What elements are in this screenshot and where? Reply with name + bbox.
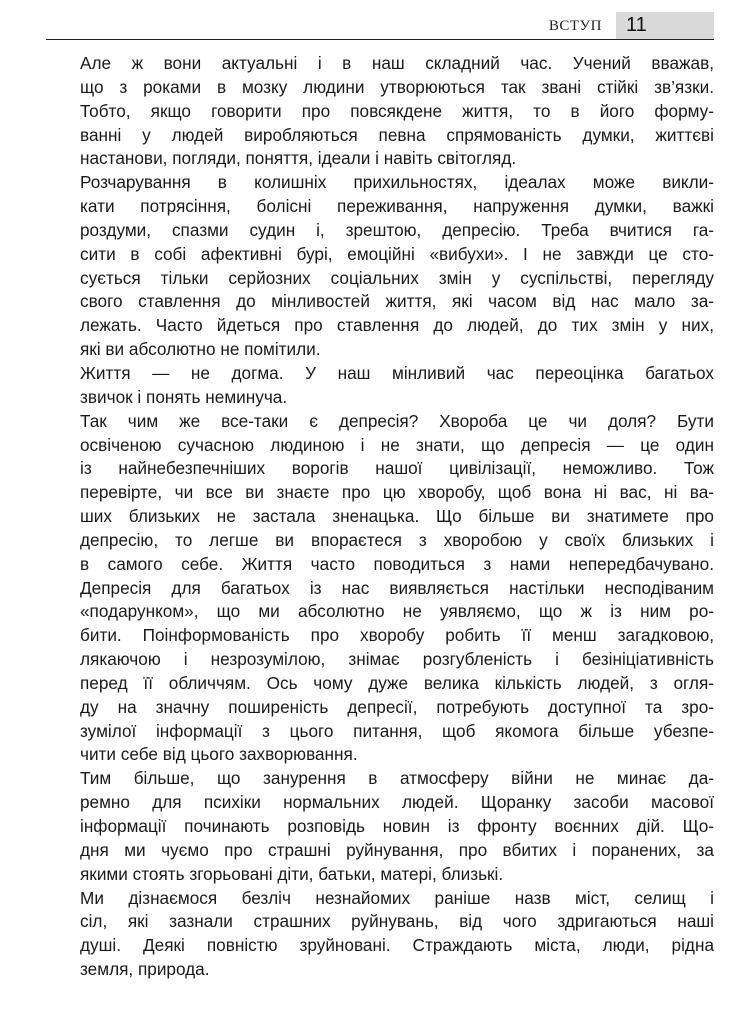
text-line: що з роками в мозку людини утворюються так звані стійкі зв’язки. bbox=[80, 76, 714, 97]
text-line: настанови, погляди, поняття, ідеали і навіть світогляд. bbox=[80, 148, 517, 169]
paragraph bbox=[48, 362, 714, 410]
text-line: бити. Поінформованість про хворобу робить її менш загадковою, bbox=[80, 625, 714, 646]
text-line: Тим більше, що занурення в атмосферу війни не минає да- bbox=[80, 768, 714, 789]
text-line: Депресія для багатьох із нас виявляється настільки несподіваним bbox=[80, 577, 714, 598]
page-number-box bbox=[616, 12, 714, 39]
text-line: «подарунком», що ми абсолютно не уявляємо, що ж із ним ро- bbox=[80, 601, 714, 622]
text-line: чити себе від цього захворювання. bbox=[80, 744, 358, 765]
paragraph bbox=[48, 767, 714, 886]
text-line: сується тільки серйозних соціальних змін у суспільстві, перегляду bbox=[80, 267, 714, 288]
text-line: сити в собі афективні бурі, емоційні «вибухи». І не завжди це сто- bbox=[80, 243, 714, 264]
body-text bbox=[48, 52, 714, 982]
text-line: дня ми чуємо про страшні руйнування, про вбитих і поранених, за bbox=[80, 839, 714, 860]
text-line: депресію, то легше ви впораєтеся з хворобою у своїх близьких і bbox=[80, 529, 714, 550]
paragraph bbox=[48, 52, 714, 171]
text-line: Ми дізнаємося безліч незнайомих раніше назв міст, селищ і bbox=[80, 887, 714, 908]
text-line: перед її обличчям. Ось чому дуже велика кількість людей, з огля- bbox=[80, 672, 714, 693]
text-line: Але ж вони актуальні і в наш складний час. Учений вважав, bbox=[80, 53, 714, 73]
text-line: Розчарування в колишніх прихильностях, ідеалах може викли- bbox=[80, 172, 714, 193]
text-line: ремно для психіки нормальних людей. Щоранку засоби масової bbox=[80, 792, 714, 813]
running-header bbox=[46, 12, 714, 40]
text-line: лежать. Часто йдеться про ставлення до людей, до тих змін у них, bbox=[80, 315, 714, 336]
text-line: інформації починають розповідь новин із фронту воєнних дій. Що- bbox=[80, 816, 714, 836]
text-line: лякаючою і незрозумілою, знімає розгубленість і безініціативність bbox=[80, 649, 714, 670]
section-title: ВСТУП bbox=[548, 18, 602, 34]
text-line: ду на значну поширеність депресії, потребують доступної та зро- bbox=[80, 696, 714, 717]
paragraph bbox=[48, 410, 714, 768]
text-line: які ви абсолютно не помітили. bbox=[80, 339, 321, 360]
text-line: освіченою сучасною людиною і не знати, що депресія — це один bbox=[80, 434, 714, 455]
header-rule bbox=[46, 39, 714, 40]
text-line: земля, природа. bbox=[80, 959, 210, 980]
text-line: Так чим же все-таки є депресія? Хвороба це чи доля? Бути bbox=[80, 410, 714, 431]
text-line: ванні у людей виробляються певна спрямованість думки, життєві bbox=[80, 124, 714, 145]
text-line: свого ставлення до мінливостей життя, які часом від нас мало за- bbox=[80, 291, 714, 312]
text-line: сіл, які зазнали страшних руйнувань, від чого здригаються наші bbox=[80, 911, 714, 932]
text-line: Життя — не догма. У наш мінливий час переоцінка багатьох bbox=[80, 362, 714, 383]
text-line: в самого себе. Життя часто поводиться з нами непередбачувано. bbox=[80, 553, 714, 574]
text-line: Тобто, якщо говорити про повсякдене життя, то в його форму- bbox=[80, 100, 714, 121]
text-line: душі. Деякі повністю зруйновані. Страждають міста, люди, рідна bbox=[80, 935, 714, 956]
text-line: зумілої інформації з цього питання, щоб якомога більше убезпе- bbox=[80, 720, 714, 741]
text-line: звичок і понять неминуча. bbox=[80, 386, 288, 407]
text-line: кати потрясіння, болісні переживання, напруження думки, важкі bbox=[80, 196, 714, 217]
paragraph bbox=[48, 171, 714, 362]
text-line: роздуми, спазми судин і, зрештою, депресію. Треба вчитися га- bbox=[80, 219, 714, 240]
paragraph bbox=[48, 887, 714, 982]
text-line: ших близьких не застала зненацька. Що більше ви знатимете про bbox=[80, 506, 714, 527]
page-number: 11 bbox=[626, 14, 647, 36]
text-line: якими стоять згорьовані діти, батьки, матері, близькі. bbox=[80, 863, 504, 884]
text-line: перевірте, чи все ви знаєте про цю хворобу, щоб вона ні вас, ні ва- bbox=[80, 482, 714, 503]
text-line: із найнебезпечніших ворогів нашої цивілізації, неможливо. Тож bbox=[80, 458, 714, 479]
